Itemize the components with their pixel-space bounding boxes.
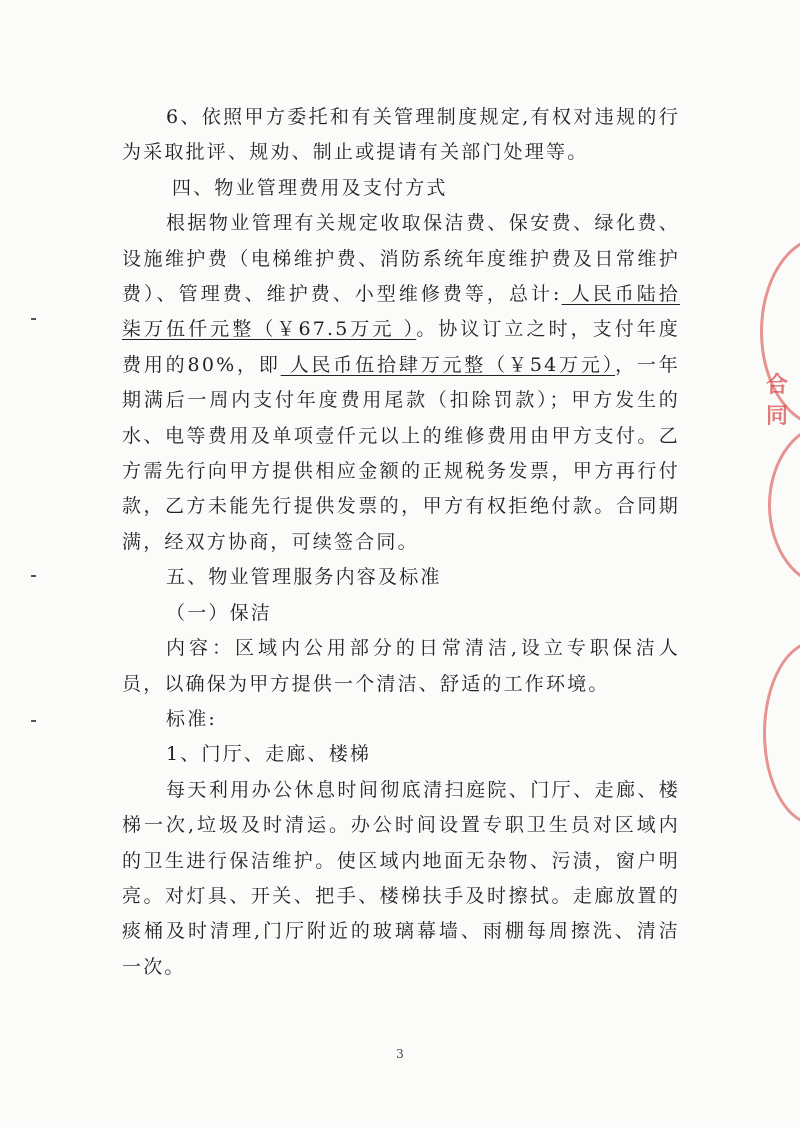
binding-mark	[31, 575, 36, 577]
paragraph-item-6: 6、依照甲方委托和有关管理制度规定,有权对违规的行为采取批评、规劝、制止或提请有关部门处理等。	[122, 106, 680, 164]
binding-mark	[31, 318, 36, 320]
paragraph-lobby-heading: 1、门厅、走廊、楼梯	[166, 743, 372, 766]
document-body	[122, 100, 680, 985]
fee-text-b: 。协议订立之时，支付年度费用的80%，即	[122, 318, 681, 376]
fee-advance-amount: 人民币伍拾肆万元整（￥54万元）	[280, 353, 616, 376]
paragraph-fee	[122, 206, 680, 560]
subsection-heading-cleaning: （一）保洁	[166, 601, 273, 624]
seal-text: 合同	[766, 372, 789, 429]
fee-text-a: 根据物业管理有关规定收取保洁费、保安费、绿化费、设施维护费（电梯维护费、消防系统年度维护费及日常维护费）、管理费、维护费、小型维修费等，总计:	[122, 212, 680, 306]
section-heading-5: 五、物业管理服务内容及标准	[166, 566, 442, 589]
paragraph-content: 内容：区域内公用部分的日常清洁,设立专职保洁人员，以确保为甲方提供一个清洁、舒适的工作环境。	[122, 637, 680, 695]
page-number: 3	[396, 1047, 404, 1061]
paragraph-lobby-standard: 每天利用办公休息时间彻底清扫庭院、门厅、走廊、楼梯一次,垃圾及时清运。办公时间设置专职卫生员对区域内的卫生进行保洁维护。使区域内地面无杂物、污渍，窗户明亮。对灯具、开关、把手、楼梯扶手及时擦拭。走廊放置的痰桶及时清理,门厅附近的玻璃幕墙、雨棚每周擦洗、清洁一次。	[122, 778, 680, 978]
binding-mark	[31, 720, 36, 722]
red-seal-stamp	[768, 422, 800, 588]
red-seal-stamp	[763, 640, 800, 826]
fee-total-amount: 人民币陆拾柒万伍仟元整（￥67.5万元 ）	[122, 283, 680, 341]
paragraph-standard-label: 标准:	[166, 707, 218, 730]
fee-text-c: ，一年期满后一周内支付年度费用尾款（扣除罚款）；甲方发生的水、电等费用及单项壹仟元以上的维修费用由甲方支付。乙方需先行向甲方提供相应金额的正规税务发票，甲方再行付款，乙方未能先行提供发票的，甲方有权拒绝付款。合同期满，经双方协商，可续签合同。	[122, 353, 680, 553]
section-heading-4: 四、物业管理费用及支付方式	[172, 176, 448, 199]
